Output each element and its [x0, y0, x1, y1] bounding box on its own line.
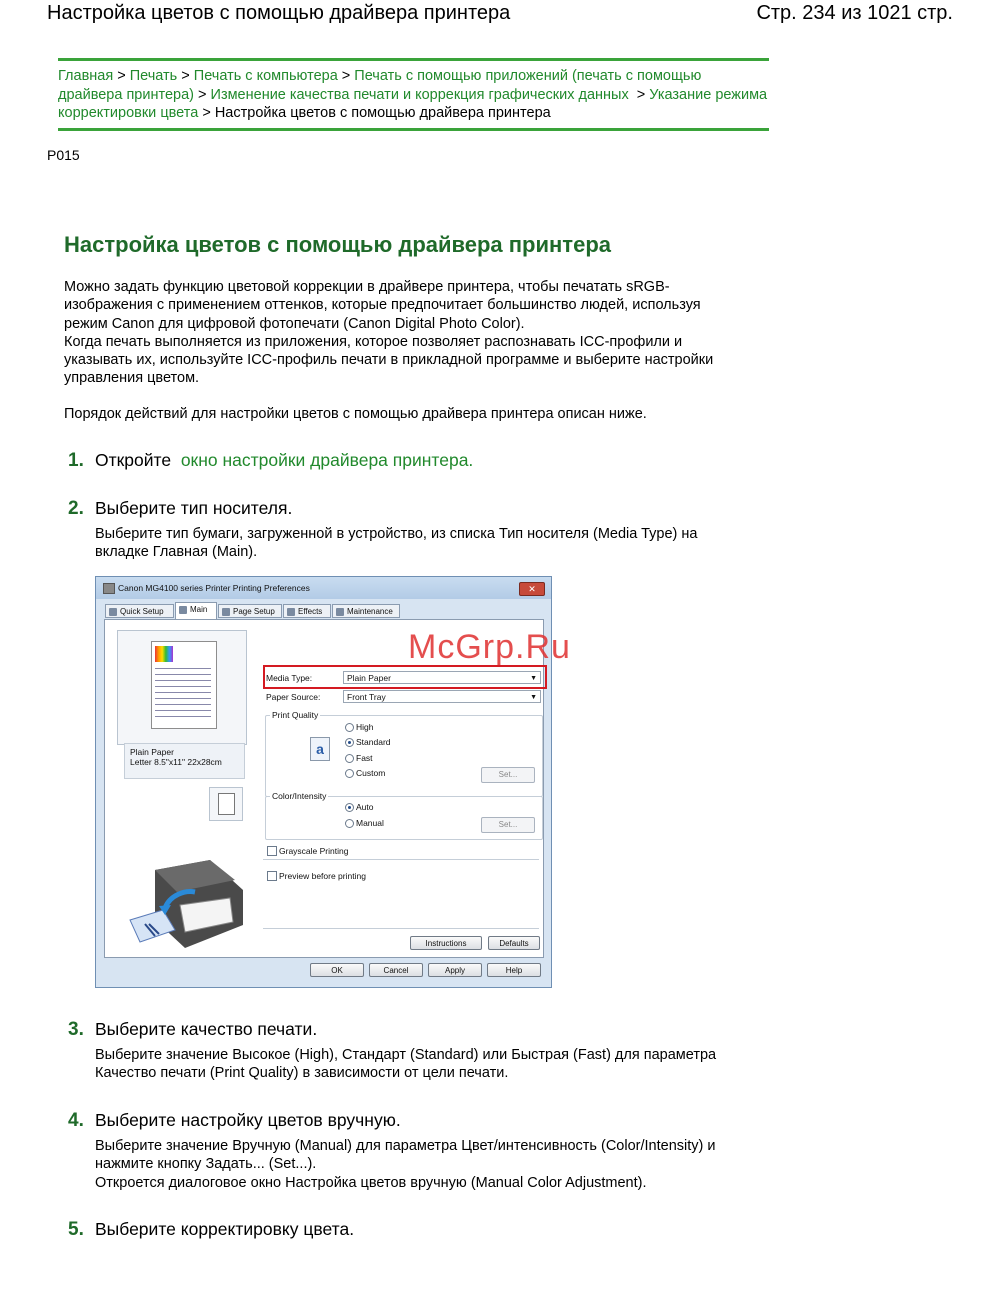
- cancel-button[interactable]: Cancel: [369, 963, 423, 977]
- breadcrumb-link-change-quality[interactable]: Изменение качества печати и коррекция графических данных: [210, 86, 629, 103]
- media-type-label: Media Type:: [266, 673, 313, 683]
- preview-line: [155, 668, 211, 669]
- step-heading: [95, 450, 473, 471]
- quality-high-radio[interactable]: High: [345, 722, 373, 732]
- preview-page: [151, 641, 217, 729]
- defaults-button[interactable]: Defaults: [488, 936, 540, 950]
- chevron-down-icon: ▼: [530, 675, 537, 682]
- paper-preview: [117, 630, 247, 745]
- dialog-titlebar: [96, 577, 551, 599]
- step-number: 2.: [68, 498, 84, 519]
- color-auto-radio[interactable]: Auto: [345, 802, 374, 812]
- divider: [263, 928, 539, 929]
- preview-line: [155, 710, 211, 711]
- quality-set-button[interactable]: Set...: [481, 767, 535, 783]
- color-set-button[interactable]: Set...: [481, 817, 535, 833]
- dialog-title: Canon MG4100 series Printer Printing Preferences: [118, 583, 310, 593]
- paper-size-text: Letter 8.5"x11" 22x28cm: [130, 757, 222, 767]
- preview-line: [155, 692, 211, 693]
- paper-source-select[interactable]: [343, 690, 541, 703]
- breadcrumb-link-home[interactable]: Главная: [58, 68, 114, 84]
- tab-maintenance[interactable]: [332, 604, 400, 618]
- media-type-select[interactable]: [343, 671, 541, 684]
- quality-custom-radio[interactable]: Custom: [345, 768, 385, 778]
- print-quality-group: [265, 710, 543, 797]
- step-body-text: Выберите тип бумаги, загруженной в устройство, из списка Тип носителя (Media Type) на вкладке Главная (Main).: [95, 526, 698, 561]
- breadcrumb-link-print-from-computer[interactable]: Печать с компьютера: [193, 68, 338, 84]
- driver-settings-link[interactable]: окно настройки драйвера принтера.: [180, 450, 474, 470]
- preview-line: [155, 680, 211, 681]
- breadcrumb-link-color-mode[interactable]: Указание режима корректировки цвета: [58, 86, 768, 121]
- printer-icon: [125, 850, 245, 950]
- intro-text: [64, 278, 744, 388]
- grayscale-checkbox[interactable]: Grayscale Printing: [267, 846, 348, 856]
- paper-source-value: Front Tray: [347, 692, 386, 702]
- close-button[interactable]: ✕: [519, 582, 545, 596]
- print-quality-label: Print Quality: [272, 710, 319, 720]
- tab-quick-setup[interactable]: [105, 604, 174, 618]
- page-header: [47, 0, 953, 30]
- quality-icon: a: [310, 737, 330, 761]
- breadcrumb-separator: >: [202, 105, 211, 121]
- page-counter: Стр. 234 из 1021 стр.: [756, 2, 953, 24]
- tab-effects[interactable]: [283, 604, 331, 618]
- main-tab-panel: [104, 619, 544, 958]
- instructions-button[interactable]: Instructions: [410, 936, 482, 950]
- page-size-icon: [209, 787, 243, 821]
- preview-image: [155, 646, 173, 662]
- paper-source-label: Paper Source:: [266, 692, 321, 702]
- preview-line: [155, 674, 211, 675]
- page-title: Настройка цветов с помощью драйвера принтера: [64, 232, 611, 257]
- step-heading-text: Откройте: [95, 450, 172, 470]
- breadcrumb-separator: >: [636, 86, 646, 103]
- media-type-value: Plain Paper: [347, 673, 391, 683]
- breadcrumb-separator: >: [341, 68, 351, 84]
- tab-label: Quick Setup: [120, 607, 164, 616]
- tab-label: Page Setup: [233, 607, 275, 616]
- tab-label: Maintenance: [347, 607, 393, 616]
- watermark: McGrp.Ru: [408, 628, 571, 666]
- main-icon: [179, 606, 187, 614]
- breadcrumb-link-print-from-apps[interactable]: Печать с помощью приложений (печать с помощью драйвера принтера): [58, 68, 702, 103]
- maintenance-icon: [336, 608, 344, 616]
- document-code: P015: [47, 147, 80, 163]
- ok-button[interactable]: OK: [310, 963, 364, 977]
- quality-fast-radio[interactable]: Fast: [345, 753, 373, 763]
- step-body: [95, 1137, 735, 1192]
- breadcrumb: [58, 58, 769, 131]
- color-manual-radio[interactable]: Manual: [345, 818, 384, 828]
- chevron-down-icon: ▼: [530, 694, 537, 701]
- step-body: [95, 525, 735, 562]
- order-text: Порядок действий для настройки цветов с помощью драйвера принтера описан ниже.: [64, 406, 647, 422]
- page-header-title: Настройка цветов с помощью драйвера принтера: [47, 2, 511, 24]
- step-heading: Выберите тип носителя.: [95, 498, 293, 518]
- page-setup-icon: [222, 608, 230, 616]
- step-body-text: Выберите значение Высокое (High), Стандарт (Standard) или Быстрая (Fast) для параметра Качество печати (Print Quality) в зависимости от цели печати.: [95, 1047, 717, 1082]
- step-body-text: Откроется диалоговое окно Настройка цветов вручную (Manual Color Adjustment).: [95, 1174, 647, 1191]
- step-heading: Выберите настройку цветов вручную.: [95, 1110, 401, 1130]
- quality-standard-radio[interactable]: Standard: [345, 737, 391, 747]
- preview-line: [155, 704, 211, 705]
- effects-icon: [287, 608, 295, 616]
- preview-line: [155, 686, 211, 687]
- step-heading: Выберите корректировку цвета.: [95, 1219, 355, 1239]
- intro-paragraph: Когда печать выполняется из приложения, которое позволяет распознавать ICC-профили и указывать их, используйте ICC-профиль печати в прикладной программе и выберите настройки управления цветом.: [64, 333, 714, 387]
- paper-type-text: Plain Paper: [130, 747, 174, 757]
- help-button[interactable]: Help: [487, 963, 541, 977]
- tab-page-setup[interactable]: [218, 604, 282, 618]
- tab-label: Main: [190, 605, 208, 614]
- printer-icon: [103, 583, 115, 594]
- quick-setup-icon: [109, 608, 117, 616]
- preview-line: [155, 716, 211, 717]
- step-number: 4.: [68, 1110, 84, 1131]
- step-number: 3.: [68, 1019, 84, 1040]
- divider: [263, 859, 539, 860]
- apply-button[interactable]: Apply: [428, 963, 482, 977]
- preview-checkbox[interactable]: Preview before printing: [267, 871, 366, 881]
- breadcrumb-separator: >: [117, 68, 126, 84]
- color-intensity-label: Color/Intensity: [272, 791, 327, 801]
- step-number: 1.: [68, 450, 84, 471]
- step-number: 5.: [68, 1219, 84, 1240]
- breadcrumb-separator: >: [198, 86, 207, 103]
- tab-main[interactable]: [175, 602, 217, 620]
- step-body: [95, 1046, 735, 1083]
- breadcrumb-link-print[interactable]: Печать: [129, 68, 178, 84]
- intro-paragraph: Можно задать функцию цветовой коррекции в драйвере принтера, чтобы печатать sRGB-изображения с применением оттенков, которые предпочитает большинство людей, используя режим Canon для цифровой фотопечати (Canon Digital Photo Color).: [64, 279, 701, 332]
- breadcrumb-separator: >: [181, 68, 190, 84]
- step-body-text: Выберите значение Вручную (Manual) для параметра Цвет/интенсивность (Color/Intensity) и нажмите кнопку Задать... (Set...).: [95, 1138, 716, 1173]
- tab-label: Effects: [298, 607, 323, 616]
- paper-info: [124, 743, 245, 779]
- breadcrumb-current: Настройка цветов с помощью драйвера принтера: [214, 105, 551, 121]
- step-heading: Выберите качество печати.: [95, 1019, 318, 1039]
- preview-line: [155, 698, 211, 699]
